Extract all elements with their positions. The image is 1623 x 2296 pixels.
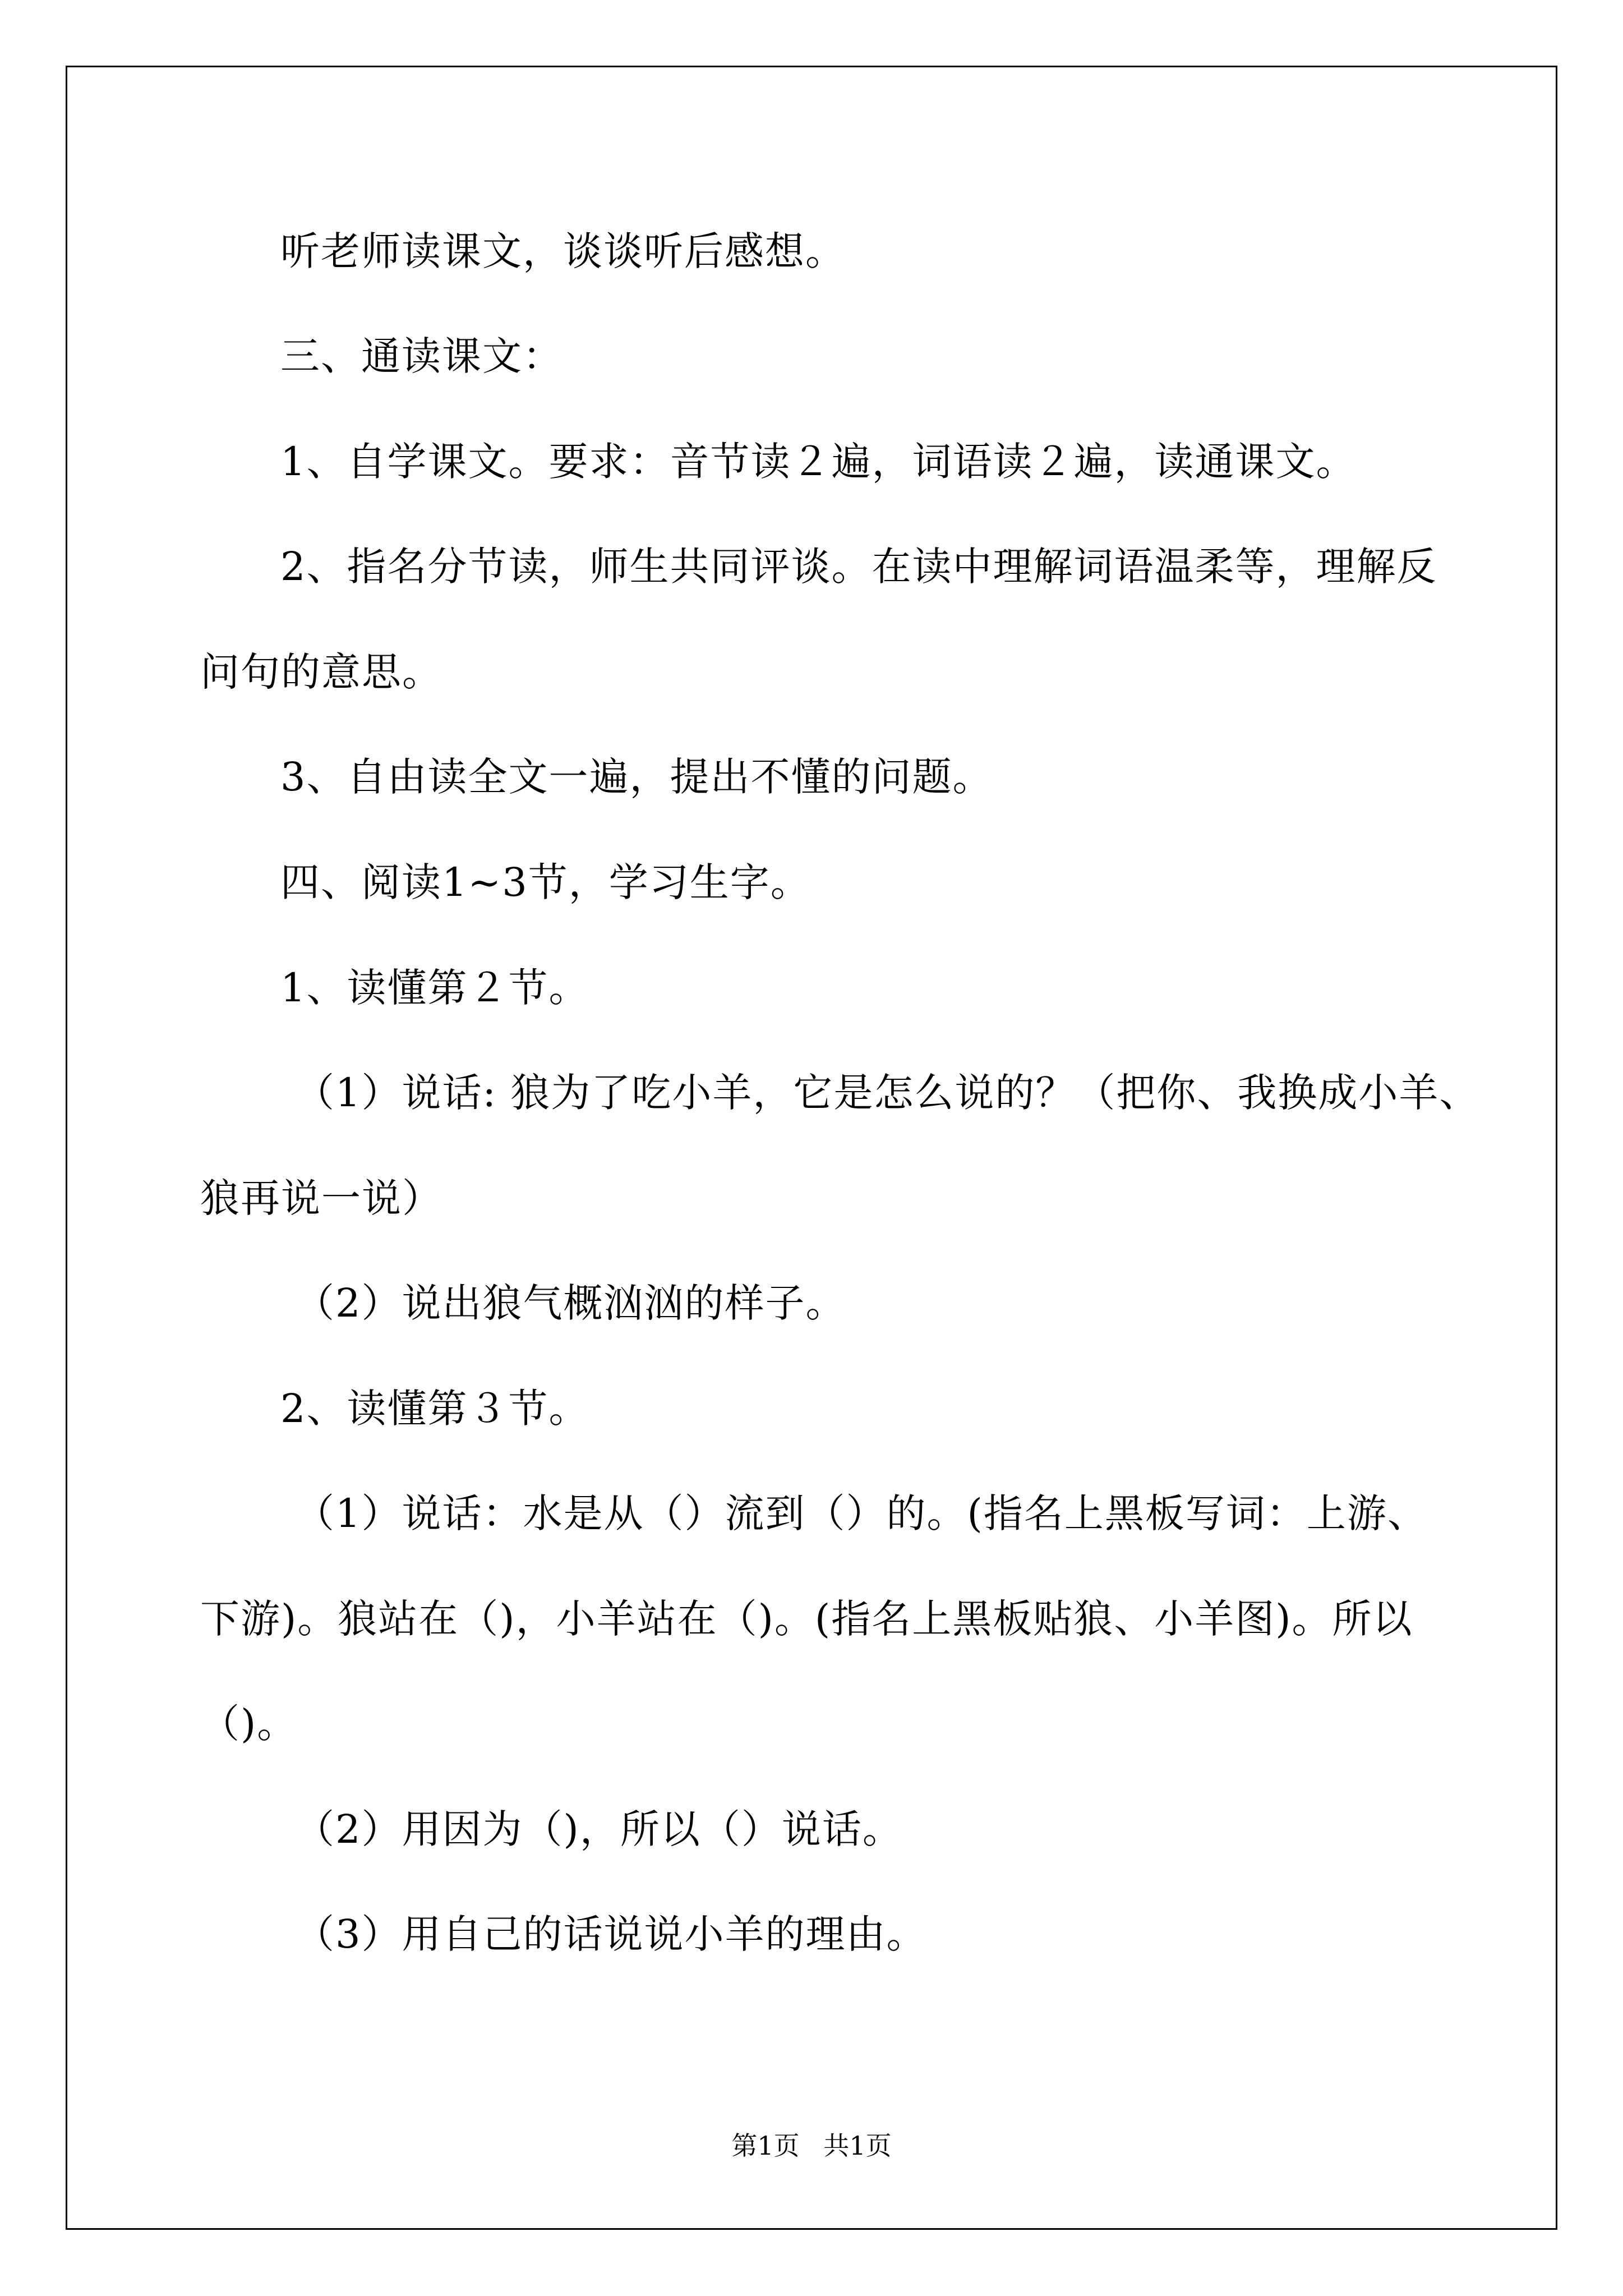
text-line-6: 3、自由读全文一遍，提出不懂的问题。: [280, 754, 993, 800]
text-line-16: （2）用因为（)，所以（）说话。: [295, 1806, 903, 1852]
page-total: 共1页: [823, 2131, 892, 2161]
text-line-9: （1）说话: 狼为了吃小羊，它是怎么说的？（把你、我换成小羊、: [295, 1070, 1480, 1116]
text-line-5: 问句的意思。: [200, 649, 442, 695]
text-line-11: （2）说出狼气概汹汹的样子。: [295, 1280, 846, 1326]
text-line-4: 2、指名分节读，师生共同评谈。在读中理解词语温柔等，理解反: [280, 544, 1437, 590]
text-line-10: 狼再说一说）: [200, 1175, 442, 1221]
text-line-17: （3）用自己的话说说小羊的理由。: [295, 1911, 927, 1957]
page-footer: [0, 2130, 1623, 2161]
text-line-3: 1、自学课文。要求：音节读２遍，词语读２遍，读通课文。: [280, 439, 1357, 485]
text-line-8: 1、读懂第２节。: [280, 965, 589, 1011]
text-line-14: 下游)。狼站在（)，小羊站在（)。(指名上黑板贴狼、小羊图)。所以: [200, 1596, 1413, 1642]
text-line-13: （1）说话：水是从（）流到（）的。(指名上黑板写词：上游、: [295, 1490, 1428, 1536]
text-line-2: 三、通读课文：: [280, 333, 563, 379]
text-line-1: 听老师读课文，谈谈听后感想。: [280, 228, 846, 274]
page-number: 第1页: [731, 2131, 800, 2161]
page-frame: [66, 66, 1557, 2230]
text-line-15: （)。: [200, 1701, 298, 1747]
text-line-12: 2、读懂第３节。: [280, 1386, 589, 1432]
text-line-7: 四、阅读1~3节，学习生字。: [280, 859, 811, 905]
